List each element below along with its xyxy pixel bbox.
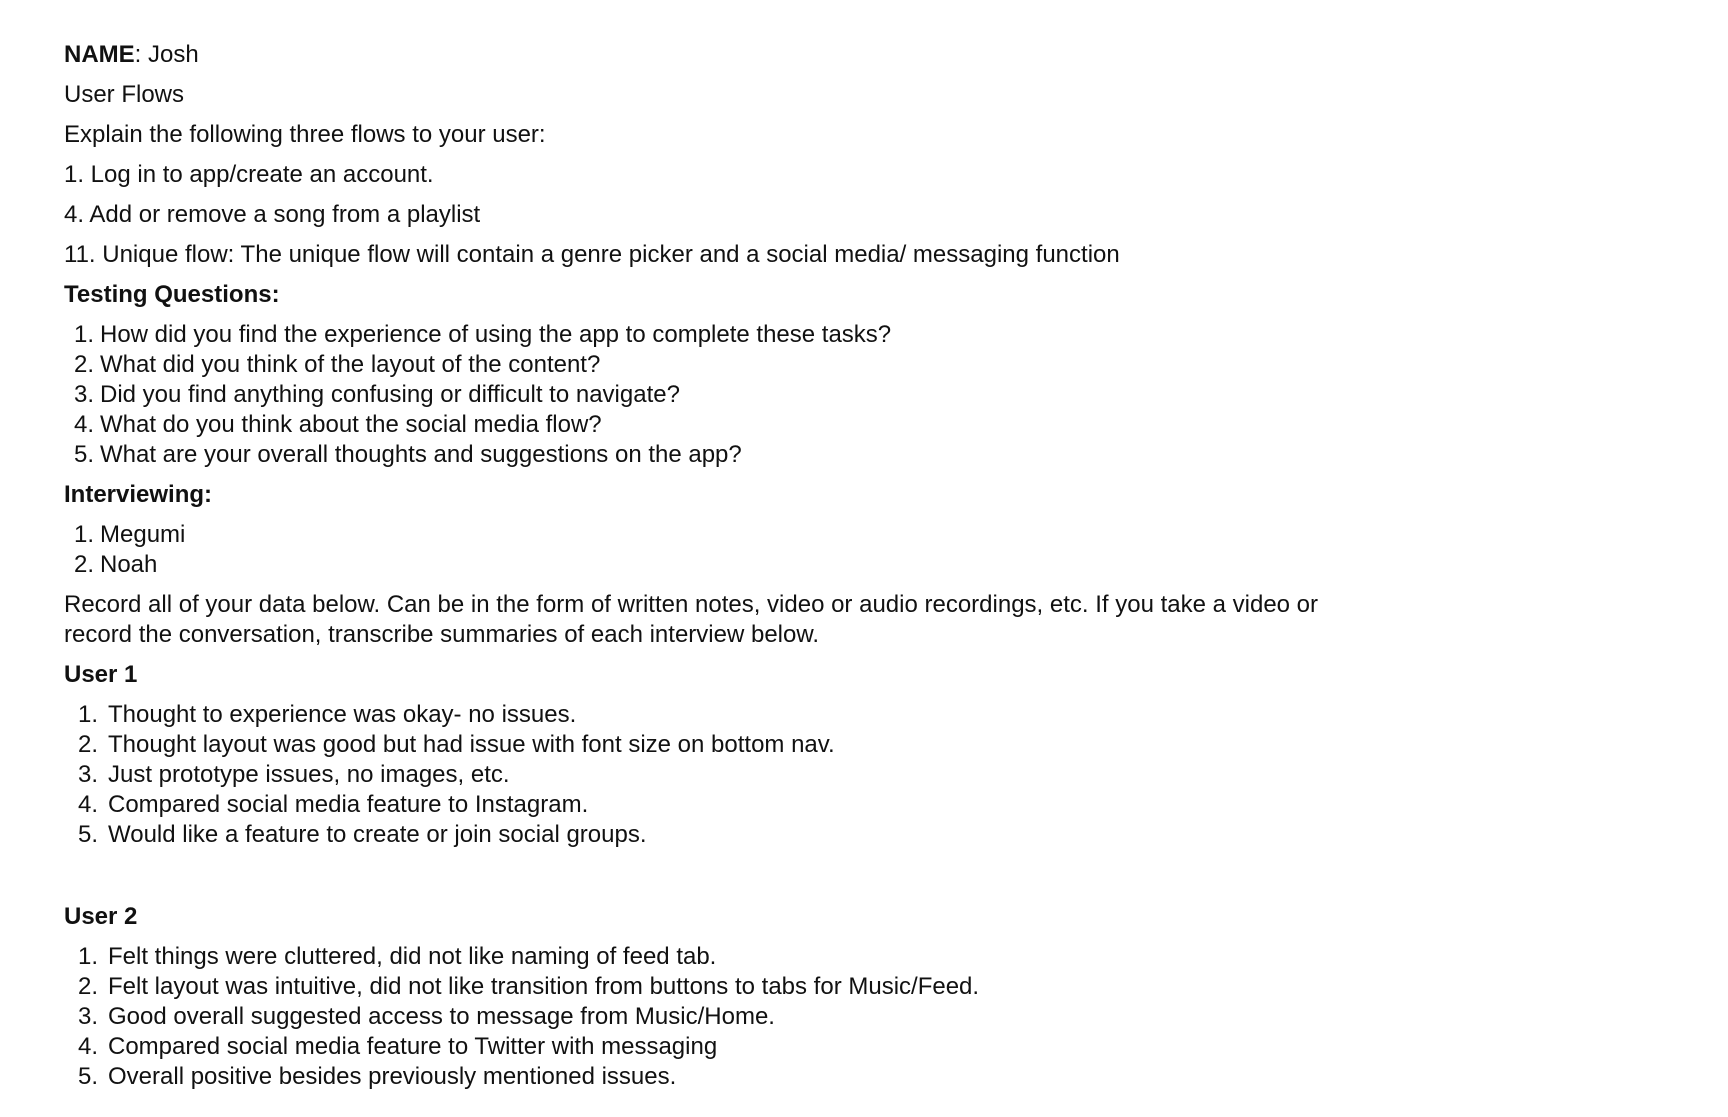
list-item [64, 972, 1464, 1002]
list-number: 2. [73, 351, 94, 378]
list-number: 2. [73, 551, 94, 578]
list-item [64, 440, 1464, 470]
list-text: Thought to experience was okay- no issues. [108, 701, 577, 728]
list-text: Overall positive besides previously mentioned issues. [108, 1063, 677, 1090]
list-number: 4. [77, 1033, 98, 1060]
list-text: Thought layout was good but had issue with font size on bottom nav. [108, 731, 835, 758]
list-item [64, 760, 1464, 790]
list-text: Felt layout was intuitive, did not like transition from buttons to tabs for Music/Feed. [108, 973, 980, 1000]
list-number: 3. [77, 761, 98, 788]
list-item [64, 410, 1464, 440]
record-line-2: record the conversation, transcribe summaries of each interview below. [64, 621, 820, 648]
list-text: Felt things were cluttered, did not like naming of feed tab. [108, 943, 717, 970]
list-item [64, 730, 1464, 760]
list-item [64, 790, 1464, 820]
list-item [64, 320, 1464, 350]
list-text: Compared social media feature to Instagram. [108, 791, 589, 818]
list-text: What did you think of the layout of the content? [100, 351, 601, 378]
list-text: How did you find the experience of using the app to complete these tasks? [100, 321, 892, 348]
list-item [64, 1032, 1464, 1062]
testing-questions-list [64, 320, 1464, 470]
list-number: 3. [77, 1003, 98, 1030]
list-number: 5. [77, 1063, 98, 1090]
user1-heading: User 1 [64, 661, 138, 688]
record-line-1: Record all of your data below. Can be in the form of written notes, video or audio recordings, etc. If you take a video or [64, 591, 1319, 618]
list-number: 5. [73, 441, 94, 468]
list-number: 5. [77, 821, 98, 848]
list-text: Would like a feature to create or join social groups. [108, 821, 647, 848]
list-text: Just prototype issues, no images, etc. [108, 761, 510, 788]
list-text: Noah [100, 551, 158, 578]
user2-notes-list [64, 942, 1464, 1092]
list-item [64, 380, 1464, 410]
list-number: 1. [73, 521, 94, 548]
section-spacer [64, 860, 1464, 902]
list-text: What do you think about the social media flow? [100, 411, 602, 438]
list-text: Did you find anything confusing or difficult to navigate? [100, 381, 680, 408]
list-text: What are your overall thoughts and suggestions on the app? [100, 441, 742, 468]
list-number: 1. [77, 943, 98, 970]
record-instructions [64, 590, 1464, 650]
list-item [64, 520, 1464, 550]
list-item [64, 820, 1464, 850]
name-label: NAME [64, 41, 135, 68]
list-number: 4. [77, 791, 98, 818]
list-item [64, 942, 1464, 972]
list-number: 2. [77, 731, 98, 758]
user2-heading: User 2 [64, 903, 138, 930]
list-number: 3. [73, 381, 94, 408]
list-item [64, 350, 1464, 380]
list-item [64, 1062, 1464, 1092]
list-number: 4. [73, 411, 94, 438]
flow-item-3: 11. Unique flow: The unique flow will contain a genre picker and a social media/ messaging function [64, 241, 1120, 268]
list-number: 1. [77, 701, 98, 728]
flow-item-2: 4. Add or remove a song from a playlist [64, 201, 481, 228]
interviewing-heading: Interviewing: [64, 481, 213, 508]
user1-notes-list [64, 700, 1464, 850]
list-number: 2. [77, 973, 98, 1000]
list-item [64, 550, 1464, 580]
list-item [64, 700, 1464, 730]
document-body [64, 40, 1464, 1102]
list-text: Megumi [100, 521, 186, 548]
interviewees-list [64, 520, 1464, 580]
list-number: 1. [73, 321, 94, 348]
list-text: Compared social media feature to Twitter with messaging [108, 1033, 718, 1060]
section-title: User Flows [64, 81, 185, 108]
testing-heading: Testing Questions: [64, 281, 280, 308]
name-line [64, 40, 1464, 70]
intro-text: Explain the following three flows to your user: [64, 121, 546, 148]
flow-item-1: 1. Log in to app/create an account. [64, 161, 434, 188]
name-value: : Josh [134, 41, 199, 68]
list-text: Good overall suggested access to message from Music/Home. [108, 1003, 775, 1030]
list-item [64, 1002, 1464, 1032]
